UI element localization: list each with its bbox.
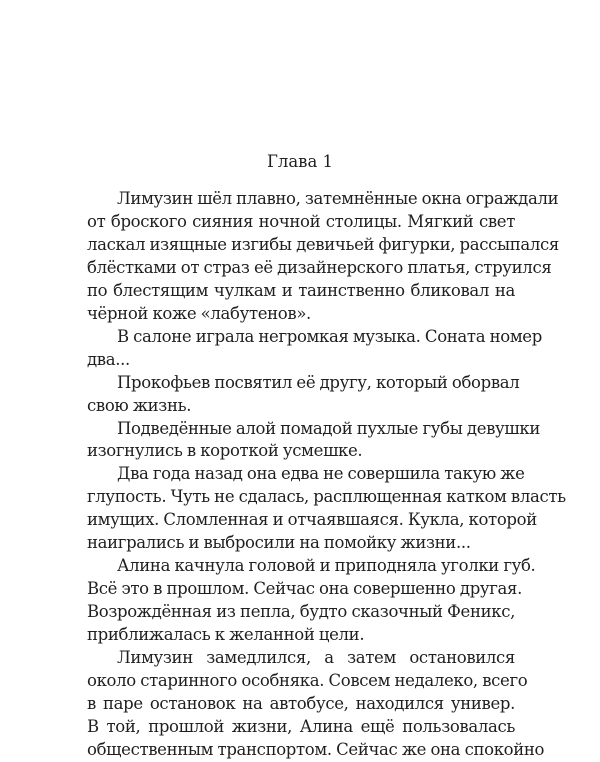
chapter-body xyxy=(87,188,566,762)
paragraph xyxy=(87,463,566,555)
paragraph xyxy=(87,326,542,372)
text-line: Всё это в прошлом. Сейчас она совершенно другая. xyxy=(87,579,522,599)
text-line: изогнулись в короткой усмешке. xyxy=(87,441,363,461)
text-line: Лимузин замедлился, а затем остановился xyxy=(117,648,515,668)
chapter-title: Глава 1 xyxy=(266,152,334,171)
text-line: имущих. Сломленная и отчаявшаяся. Кукла, которой xyxy=(87,510,537,530)
text-line: два... xyxy=(87,349,130,369)
paragraph xyxy=(87,188,559,326)
text-line: Лимузин шёл плавно, затемнённые окна ограждали xyxy=(117,189,559,208)
text-line: Алина качнула головой и приподняла уголки губ. xyxy=(117,556,536,576)
paragraph xyxy=(87,555,536,647)
text-line: блёстками от страз её дизайнерского платья, струился xyxy=(87,257,552,277)
paragraph xyxy=(87,647,545,762)
text-line: приближалась к желанной цели. xyxy=(87,625,365,645)
paragraph xyxy=(87,418,541,464)
text-line: В той, прошлой жизни, Алина ещё пользовалась xyxy=(87,716,515,736)
text-line: В салоне играла негромкая музыка. Соната номер xyxy=(117,326,542,346)
text-line: по блестящим чулкам и таинственно бликовал на xyxy=(87,280,515,300)
text-line: свою жизнь. xyxy=(87,395,192,415)
text-line: Прокофьев посвятил её другу, который оборвал xyxy=(117,372,520,392)
text-line: чёрной коже «лабутенов». xyxy=(87,303,311,323)
text-line: от броского сияния ночной столицы. Мягкий свет xyxy=(87,211,515,231)
paragraph xyxy=(87,372,520,418)
text-line: ласкал изящные изгибы девичьей фигурки, рассыпался xyxy=(87,234,559,254)
text-line: Подведённые алой помадой пухлые губы девушки xyxy=(117,418,541,438)
text-line: Возрождённая из пепла, будто сказочный Феникс, xyxy=(87,602,515,622)
text-line: Два года назад она едва не совершила такую же xyxy=(117,464,525,484)
text-line: около старинного особняка. Совсем недалеко, всего xyxy=(87,671,528,691)
text-line: общественным транспортом. Сейчас же она спокойно xyxy=(87,739,545,759)
text-line: глупость. Чуть не сдалась, расплющенная катком власть xyxy=(87,487,566,507)
text-line: наигрались и выбросили на помойку жизни... xyxy=(87,533,471,553)
text-line: в паре остановок на автобусе, находился универ. xyxy=(87,693,515,713)
